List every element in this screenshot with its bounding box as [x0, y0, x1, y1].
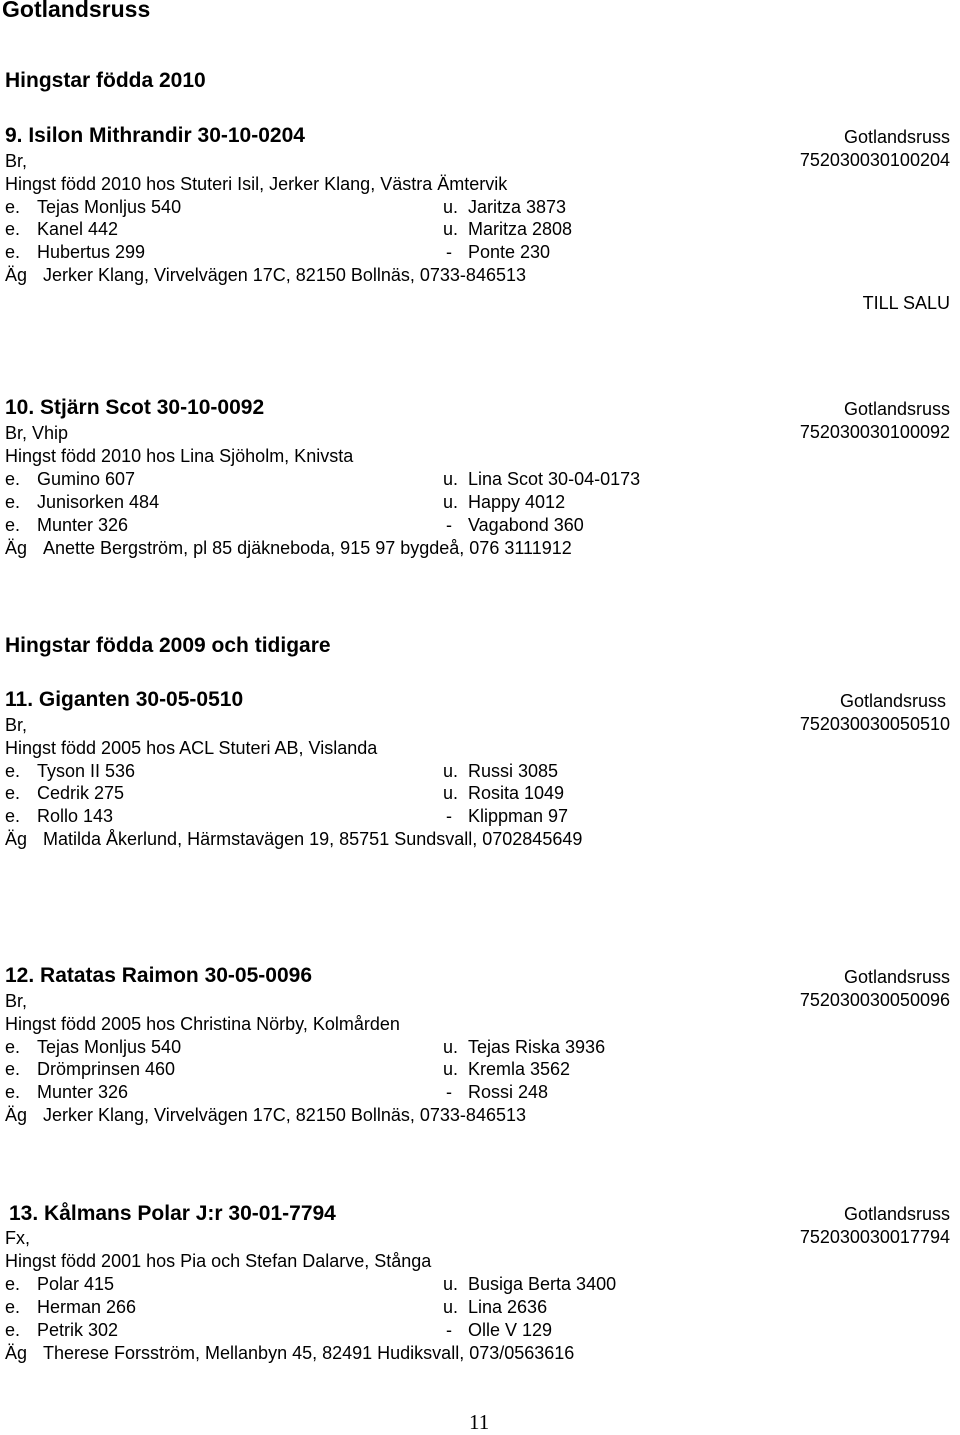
horse-color: Br, Vhip — [5, 423, 69, 443]
horse-birth: Hingst född 2010 hos Lina Sjöholm, Knivsta — [5, 446, 354, 466]
pedigree-dam: Kremla 3562 — [468, 1059, 571, 1079]
horse-name: 9. Isilon Mithrandir 30-10-0204 — [5, 124, 305, 147]
horse-birth: Hingst född 2005 hos Christina Nörby, Kolmården — [5, 1014, 400, 1034]
pedigree-label: e. — [5, 1297, 21, 1317]
pedigree-label: u. — [443, 1037, 459, 1057]
horse-breed: Gotlandsruss — [843, 1204, 950, 1224]
owner-label: Äg — [5, 829, 28, 849]
pedigree-label: e. — [5, 1037, 21, 1057]
pedigree-sire: Tejas Monljus 540 — [37, 1037, 182, 1057]
pedigree-label: u. — [443, 1297, 459, 1317]
pedigree-dam: Maritza 2808 — [468, 219, 573, 239]
pedigree-label: e. — [5, 1082, 21, 1102]
horse-color: Fx, — [5, 1228, 30, 1248]
pedigree-sire: Munter 326 — [37, 515, 129, 535]
horse-breed: Gotlandsruss — [839, 691, 946, 711]
page-number: 11 — [469, 1410, 490, 1434]
horse-name: 13. Kålmans Polar J:r 30-01-7794 — [9, 1202, 336, 1225]
horse-name: 10. Stjärn Scot 30-10-0092 — [5, 396, 265, 419]
pedigree-sire: Cedrik 275 — [37, 783, 125, 803]
horse-birth: Hingst född 2001 hos Pia och Stefan Dalarve, Stånga — [5, 1251, 432, 1271]
horse-owner: Anette Bergström, pl 85 djäkneboda, 915 97 bygdeå, 076 3111912 — [43, 538, 572, 558]
pedigree-sire: Junisorken 484 — [37, 492, 160, 512]
owner-label: Äg — [5, 1105, 28, 1125]
horse-color: Br, — [5, 151, 28, 171]
pedigree-dam: Happy 4012 — [468, 492, 566, 512]
pedigree-sire: Herman 266 — [37, 1297, 137, 1317]
pedigree-sire: Tyson II 536 — [37, 761, 136, 781]
pedigree-label: - — [446, 1082, 452, 1102]
pedigree-label: u. — [443, 219, 459, 239]
pedigree-label: e. — [5, 1320, 21, 1340]
horse-reg-number: 752030030100204 — [799, 150, 950, 170]
horse-owner: Jerker Klang, Virvelvägen 17C, 82150 Bollnäs, 0733-846513 — [43, 1105, 526, 1125]
horse-color: Br, — [5, 991, 28, 1011]
horse-name: 12. Ratatas Raimon 30-05-0096 — [5, 964, 312, 987]
pedigree-sire: Tejas Monljus 540 — [37, 197, 182, 217]
pedigree-label: u. — [443, 761, 459, 781]
horse-reg-number: 752030030100092 — [799, 422, 950, 442]
pedigree-label: - — [446, 515, 452, 535]
pedigree-dam: Ponte 230 — [468, 242, 551, 262]
pedigree-label: u. — [443, 1059, 459, 1079]
horse-owner: Jerker Klang, Virvelvägen 17C, 82150 Bollnäs, 0733-846513 — [43, 265, 526, 285]
pedigree-dam: Rossi 248 — [468, 1082, 549, 1102]
pedigree-sire: Hubertus 299 — [37, 242, 146, 262]
owner-label: Äg — [5, 265, 28, 285]
section-title: Hingstar födda 2010 — [5, 69, 206, 92]
pedigree-dam: Klippman 97 — [468, 806, 569, 826]
pedigree-label: e. — [5, 1059, 21, 1079]
pedigree-label: e. — [5, 197, 21, 217]
horse-name: 11. Giganten 30-05-0510 — [5, 688, 244, 711]
pedigree-label: - — [446, 806, 452, 826]
pedigree-dam: Vagabond 360 — [468, 515, 584, 535]
pedigree-label: e. — [5, 469, 21, 489]
pedigree-sire: Kanel 442 — [37, 219, 119, 239]
section-title: Hingstar födda 2009 och tidigare — [5, 634, 331, 657]
pedigree-label: e. — [5, 806, 21, 826]
horse-breed: Gotlandsruss — [843, 399, 950, 419]
pedigree-dam: Lina Scot 30-04-0173 — [468, 469, 641, 489]
pedigree-label: - — [446, 242, 452, 262]
horse-color: Br, — [5, 715, 28, 735]
pedigree-dam: Jaritza 3873 — [468, 197, 567, 217]
pedigree-label: e. — [5, 783, 21, 803]
horse-reg-number: 752030030050510 — [799, 714, 950, 734]
horse-breed: Gotlandsruss — [843, 127, 950, 147]
pedigree-label: u. — [443, 469, 459, 489]
pedigree-label: e. — [5, 219, 21, 239]
horse-owner: Therese Forsström, Mellanbyn 45, 82491 Hudiksvall, 073/0563616 — [43, 1343, 575, 1363]
pedigree-label: - — [446, 1320, 452, 1340]
horse-reg-number: 752030030050096 — [799, 990, 950, 1010]
horse-breed: Gotlandsruss — [843, 967, 950, 987]
pedigree-sire: Munter 326 — [37, 1082, 129, 1102]
pedigree-sire: Polar 415 — [37, 1274, 115, 1294]
pedigree-dam: Rosita 1049 — [468, 783, 565, 803]
pedigree-sire: Gumino 607 — [37, 469, 136, 489]
pedigree-label: u. — [443, 197, 459, 217]
owner-label: Äg — [5, 1343, 28, 1363]
pedigree-label: e. — [5, 492, 21, 512]
owner-label: Äg — [5, 538, 28, 558]
pedigree-dam: Busiga Berta 3400 — [468, 1274, 617, 1294]
horse-owner: Matilda Åkerlund, Härmstavägen 19, 85751 Sundsvall, 0702845649 — [43, 829, 583, 849]
pedigree-dam: Tejas Riska 3936 — [468, 1037, 606, 1057]
pedigree-label: u. — [443, 492, 459, 512]
pedigree-dam: Lina 2636 — [468, 1297, 548, 1317]
pedigree-label: e. — [5, 242, 21, 262]
pedigree-sire: Drömprinsen 460 — [37, 1059, 176, 1079]
pedigree-sire: Petrik 302 — [37, 1320, 119, 1340]
horse-reg-number: 752030030017794 — [799, 1227, 950, 1247]
pedigree-sire: Rollo 143 — [37, 806, 114, 826]
horse-birth: Hingst född 2010 hos Stuteri Isil, Jerker Klang, Västra Ämtervik — [5, 174, 508, 194]
pedigree-dam: Russi 3085 — [468, 761, 559, 781]
pedigree-dam: Olle V 129 — [468, 1320, 553, 1340]
horse-birth: Hingst född 2005 hos ACL Stuteri AB, Vislanda — [5, 738, 378, 758]
pedigree-label: u. — [443, 1274, 459, 1294]
pedigree-label: e. — [5, 761, 21, 781]
pedigree-label: e. — [5, 1274, 21, 1294]
document-title: Gotlandsruss — [2, 0, 151, 22]
pedigree-label: e. — [5, 515, 21, 535]
pedigree-label: u. — [443, 783, 459, 803]
sale-note: TILL SALU — [862, 293, 950, 313]
